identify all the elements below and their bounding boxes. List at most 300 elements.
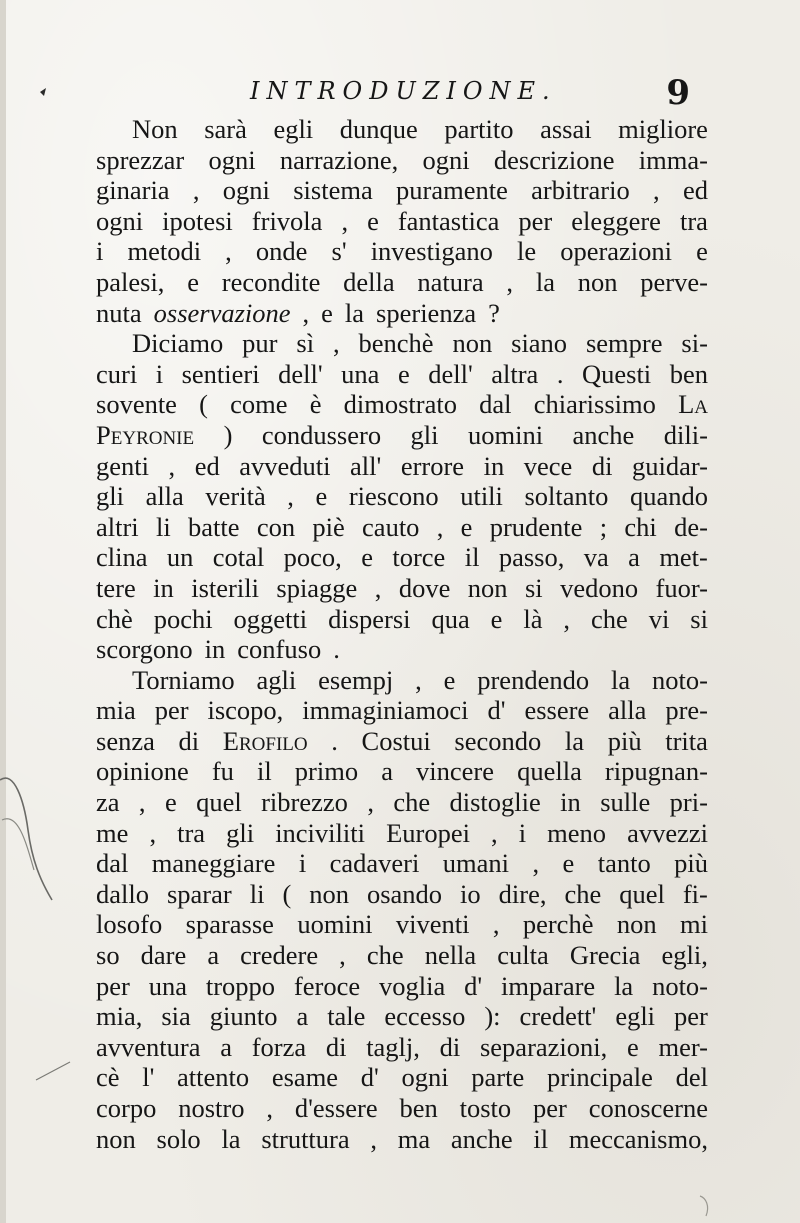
word: sparasse xyxy=(185,909,274,940)
word: riescono xyxy=(348,481,439,512)
word: prudente xyxy=(489,511,583,542)
word: , xyxy=(339,940,346,971)
word: spiagge xyxy=(276,572,358,603)
word: opinione xyxy=(96,756,189,787)
text-line xyxy=(96,848,708,879)
word: si- xyxy=(681,328,708,359)
word: uomini xyxy=(467,419,544,450)
word: immaginiamoci xyxy=(302,695,469,726)
word: imma- xyxy=(638,144,708,175)
word: egli xyxy=(615,1001,656,1032)
word: Questi xyxy=(581,358,652,389)
word: credett' xyxy=(519,1001,597,1032)
word: piè xyxy=(312,511,345,542)
word: cotal xyxy=(212,542,265,573)
word: isterili xyxy=(191,572,259,603)
word: va xyxy=(583,542,609,573)
word: ed xyxy=(194,450,220,481)
word: Torniamo xyxy=(132,664,235,695)
word: verità xyxy=(205,481,266,512)
word: , xyxy=(415,664,422,695)
word: umani xyxy=(442,848,510,879)
word: anche xyxy=(572,419,635,450)
word: e xyxy=(443,664,456,695)
word: sovente xyxy=(96,389,177,420)
word: dove xyxy=(398,572,451,603)
word: e xyxy=(367,205,379,236)
word: cè xyxy=(96,1062,120,1093)
word: dell' xyxy=(428,358,473,389)
word: per xyxy=(154,695,189,726)
word: guidar- xyxy=(631,450,708,481)
word: e xyxy=(460,511,473,542)
body-text xyxy=(96,114,708,1154)
word: corpo xyxy=(96,1093,157,1123)
word: i xyxy=(155,358,164,389)
word: alla xyxy=(608,695,647,726)
word: separazioni, xyxy=(479,1031,608,1062)
text-line xyxy=(96,726,708,757)
word: tale xyxy=(327,1001,366,1032)
word: forza xyxy=(251,1031,307,1062)
word: principale xyxy=(546,1062,653,1093)
word: narrazione, xyxy=(279,144,399,175)
word: all' xyxy=(350,450,382,481)
word: mia xyxy=(96,695,136,726)
word: i xyxy=(96,236,104,267)
word: natura xyxy=(417,266,484,297)
word: oggetti xyxy=(233,603,308,634)
word: d'essere xyxy=(294,1093,378,1123)
word: sarà xyxy=(204,114,247,144)
text-line xyxy=(96,359,708,390)
word: per xyxy=(533,1093,567,1123)
word: e xyxy=(397,358,410,389)
word: , xyxy=(653,175,660,206)
word: , xyxy=(436,511,444,542)
text-line xyxy=(96,267,708,298)
word: met- xyxy=(659,542,708,573)
text-line xyxy=(96,298,708,329)
word: , xyxy=(492,909,500,940)
text-line xyxy=(96,971,708,1002)
word: sistema xyxy=(293,175,373,206)
word: assai xyxy=(540,114,592,144)
text-line xyxy=(96,940,708,971)
word: più xyxy=(674,848,708,879)
word: taglj, xyxy=(366,1031,420,1062)
text-line xyxy=(96,818,708,849)
word: che xyxy=(590,603,628,634)
word: poco, xyxy=(283,542,342,573)
word: che xyxy=(564,878,602,909)
word: frivola xyxy=(251,205,323,236)
word: attento xyxy=(177,1062,250,1093)
word: in xyxy=(153,572,174,603)
word: pri- xyxy=(669,787,708,818)
word: dili- xyxy=(663,419,708,450)
word: ogni xyxy=(208,144,256,175)
word: errore xyxy=(400,450,465,481)
word: trita xyxy=(665,725,708,756)
word: perchè xyxy=(522,909,594,940)
word: ) xyxy=(223,419,233,450)
word: utili xyxy=(460,481,503,512)
word: ogni xyxy=(401,1062,449,1093)
word: un xyxy=(166,542,194,573)
text-line xyxy=(96,206,708,237)
word: arbitrario xyxy=(531,175,630,206)
word: uomini xyxy=(297,909,373,940)
word: in xyxy=(560,787,581,818)
word: . xyxy=(333,634,340,665)
word: imparare xyxy=(501,970,596,1001)
word: fantastica xyxy=(397,205,500,236)
text-line xyxy=(96,787,708,818)
word: ): xyxy=(484,1001,501,1032)
word: , xyxy=(266,1093,273,1123)
word: osando xyxy=(366,878,443,909)
word: descrizione xyxy=(493,144,615,175)
word: pre- xyxy=(665,695,708,726)
word: , xyxy=(532,848,540,879)
word: gli xyxy=(96,481,124,512)
word: migliore xyxy=(618,114,708,144)
word: non xyxy=(309,878,349,909)
word: Non xyxy=(132,114,178,144)
word: ( xyxy=(282,878,292,909)
word: a xyxy=(381,756,393,787)
word: siano xyxy=(511,328,568,359)
word: tra xyxy=(177,817,206,848)
word: , xyxy=(332,328,340,359)
text-line xyxy=(96,145,708,176)
word: solo xyxy=(156,1123,201,1154)
word: della xyxy=(343,266,395,297)
word: ogni xyxy=(222,175,270,206)
text-line xyxy=(96,1124,708,1155)
word: , xyxy=(138,787,146,818)
word: gli xyxy=(226,817,255,848)
word: operazioni xyxy=(560,236,673,267)
word: dire, xyxy=(498,878,547,909)
word: come xyxy=(230,389,288,420)
word: a xyxy=(220,1031,232,1062)
word: za xyxy=(96,787,120,818)
word: vi xyxy=(648,603,670,634)
word: l' xyxy=(142,1062,155,1093)
word: ripugnan- xyxy=(604,756,708,787)
page-header xyxy=(250,73,690,117)
word: fu xyxy=(211,756,234,787)
word: la xyxy=(614,970,634,1001)
word: fuor- xyxy=(655,572,708,603)
word: osservazione xyxy=(153,297,291,328)
word: egli xyxy=(273,114,314,144)
word: per xyxy=(96,970,130,1001)
word: dunque xyxy=(339,114,418,144)
word: passo, xyxy=(498,542,565,573)
word: a xyxy=(628,542,640,573)
text-line xyxy=(96,1032,708,1063)
text-line xyxy=(96,665,708,696)
word: mer- xyxy=(658,1031,708,1062)
word: . xyxy=(556,358,564,389)
word: e xyxy=(696,236,708,267)
word: io xyxy=(460,878,481,909)
word: qua xyxy=(431,603,470,634)
word: de- xyxy=(674,511,708,542)
word: investigano xyxy=(370,236,493,267)
word: sparar xyxy=(166,878,232,909)
text-line xyxy=(96,481,708,512)
word: conoscerne xyxy=(588,1093,708,1123)
word: , xyxy=(287,481,294,512)
word: partito xyxy=(444,114,514,144)
word: inciviliti xyxy=(275,817,365,848)
word: non xyxy=(616,909,657,940)
word: Costui xyxy=(361,725,431,756)
word: la xyxy=(344,297,365,328)
word: sperienza xyxy=(376,297,477,328)
word: torce xyxy=(392,542,446,573)
word: tanto xyxy=(597,848,651,879)
word: a xyxy=(296,1001,309,1032)
word: e xyxy=(361,542,373,573)
text-line xyxy=(96,420,708,451)
word: d' xyxy=(464,970,483,1001)
word: Peyronie xyxy=(96,419,195,450)
word: alla xyxy=(145,481,184,512)
fiber-strand xyxy=(2,819,34,870)
text-line xyxy=(96,695,708,726)
word: quel xyxy=(619,878,665,909)
word: clina xyxy=(96,542,148,573)
word: , xyxy=(225,236,232,267)
word: ogni xyxy=(96,205,144,236)
word: ipotesi xyxy=(162,205,233,236)
word: il xyxy=(533,1123,549,1154)
word: ogni xyxy=(422,144,470,175)
word: s' xyxy=(331,236,347,267)
word: ginaria xyxy=(96,175,170,206)
word: batte xyxy=(188,511,240,542)
word: genti xyxy=(96,450,149,481)
word: giunto xyxy=(209,1001,278,1032)
word: altra xyxy=(491,358,539,389)
text-line xyxy=(96,756,708,787)
word: dal xyxy=(479,389,512,420)
text-line xyxy=(96,451,708,482)
word: più xyxy=(607,725,642,756)
word: soltanto xyxy=(524,481,609,512)
word: e xyxy=(315,481,328,512)
word: dispersi xyxy=(328,603,411,634)
text-line xyxy=(96,236,708,267)
word: , xyxy=(491,817,498,848)
ink-speck xyxy=(40,88,46,96)
word: losofo xyxy=(96,909,163,940)
word: dimostrato xyxy=(343,389,457,420)
text-line xyxy=(96,1001,708,1032)
word: la xyxy=(535,266,555,297)
word: per xyxy=(518,205,553,236)
word: condussero xyxy=(261,419,382,450)
word: chiarissimo xyxy=(533,389,656,420)
word: , xyxy=(563,603,571,634)
word: avventura xyxy=(96,1031,201,1062)
word: d' xyxy=(360,1062,379,1093)
word: non xyxy=(96,1123,136,1154)
word: culta xyxy=(497,940,549,971)
text-line xyxy=(96,389,708,420)
word: noto- xyxy=(651,664,708,695)
word: non xyxy=(467,572,508,603)
word: ( xyxy=(199,389,208,420)
word: senza xyxy=(96,725,155,756)
text-line xyxy=(96,604,708,635)
word: di xyxy=(591,450,613,481)
word: quella xyxy=(517,756,582,787)
word: si xyxy=(524,572,543,603)
word: noto- xyxy=(652,970,708,1001)
word: dare xyxy=(140,940,187,971)
word: La xyxy=(678,389,708,420)
word: si xyxy=(690,603,708,634)
word: sentieri xyxy=(181,358,260,389)
word: , xyxy=(192,175,200,206)
word: primo xyxy=(294,756,359,787)
word: dal xyxy=(96,848,129,879)
word: chè xyxy=(96,603,133,634)
text-line xyxy=(96,1062,708,1093)
text-line xyxy=(96,634,708,665)
word: sprezzar xyxy=(96,144,185,175)
text-line xyxy=(96,909,708,940)
word: egli, xyxy=(661,940,708,971)
word: , xyxy=(341,205,349,236)
word: quando xyxy=(629,481,708,512)
word: ben xyxy=(669,358,708,389)
word: meno xyxy=(547,817,607,848)
word: tere xyxy=(96,572,136,603)
word: con xyxy=(256,511,296,542)
word: benchè xyxy=(358,328,434,359)
word: feroce xyxy=(293,970,361,1001)
word: , xyxy=(506,266,514,297)
word: confuso xyxy=(237,634,322,665)
word: una xyxy=(341,358,380,389)
word: ben xyxy=(399,1093,438,1123)
word: è xyxy=(309,389,322,420)
word: li xyxy=(155,511,171,542)
word: che xyxy=(366,940,404,971)
word: recondite xyxy=(221,266,321,297)
word: , xyxy=(168,450,176,481)
word: me xyxy=(96,817,129,848)
word: quel xyxy=(196,787,242,818)
word: secondo xyxy=(454,725,542,756)
word: gli xyxy=(410,419,439,450)
word: essere xyxy=(524,695,590,726)
word: credere xyxy=(240,940,319,971)
word: ed xyxy=(682,175,708,206)
word: curi xyxy=(96,358,138,389)
word: sia xyxy=(161,1001,191,1032)
word: , xyxy=(374,572,382,603)
word: altri xyxy=(96,511,139,542)
word: , xyxy=(367,787,374,818)
text-line xyxy=(96,512,708,543)
word: dell' xyxy=(278,358,323,389)
word: . xyxy=(331,725,338,756)
text-line xyxy=(96,175,708,206)
text-line xyxy=(96,542,708,573)
word: di xyxy=(439,1031,461,1062)
word: vedono xyxy=(560,572,639,603)
word: il xyxy=(256,756,272,787)
word: la xyxy=(610,664,631,695)
text-line xyxy=(96,1093,708,1124)
word: cauto xyxy=(362,511,420,542)
word: li xyxy=(249,878,265,909)
word: eleggere xyxy=(571,205,661,236)
word: cadaveri xyxy=(329,848,420,879)
word: distoglie xyxy=(449,787,541,818)
word: pochi xyxy=(153,603,213,634)
word: pur xyxy=(242,328,278,359)
word: e xyxy=(321,297,333,328)
text-line xyxy=(96,573,708,604)
word: Europei xyxy=(386,817,470,848)
word: Erofilo xyxy=(222,725,308,756)
word: onde xyxy=(255,236,308,267)
word: mia, xyxy=(96,1001,143,1032)
word: prendendo xyxy=(477,664,590,695)
word: Diciamo xyxy=(132,328,224,359)
word: eccesso xyxy=(384,1001,466,1032)
word: la xyxy=(564,725,585,756)
word: esame xyxy=(271,1062,339,1093)
word: di xyxy=(178,725,200,756)
word: voglia xyxy=(378,970,446,1001)
word: palesi, xyxy=(96,266,165,297)
word: fi- xyxy=(682,878,708,909)
word: sempre xyxy=(585,328,663,359)
text-line xyxy=(96,114,708,145)
word: non xyxy=(452,328,493,359)
word: nella xyxy=(424,940,477,971)
running-title: INTRODUZIONE. xyxy=(250,77,557,105)
word: , xyxy=(370,1123,377,1154)
word: chi xyxy=(624,511,657,542)
word: agli xyxy=(256,664,297,695)
word: struttura xyxy=(261,1123,350,1154)
word: , xyxy=(302,297,310,328)
word: tra xyxy=(679,205,708,236)
word: le xyxy=(516,236,537,267)
word: dallo xyxy=(96,878,149,909)
word: ? xyxy=(488,297,500,328)
word: vece xyxy=(523,450,573,481)
word: e xyxy=(187,266,199,297)
word: per xyxy=(674,1001,708,1032)
word: là xyxy=(523,603,543,634)
word: viventi xyxy=(395,909,470,940)
word: so xyxy=(96,940,120,971)
word: di xyxy=(325,1031,347,1062)
word: Grecia xyxy=(569,940,641,971)
